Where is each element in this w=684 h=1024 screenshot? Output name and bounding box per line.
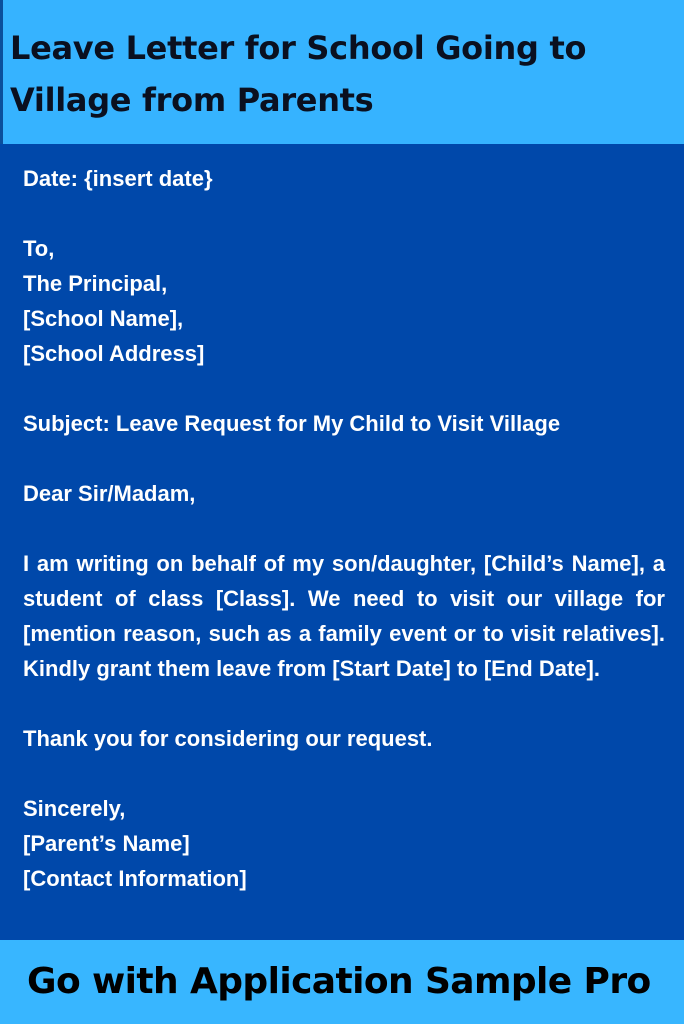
- letter-paragraph: I am writing on behalf of my son/daughter, [Child’s Name], a student of class [Class]. We need to visit our village for [mention reason, such as a family event or to visit relatives]. Kindly grant them leave from [Start Date] to [End Date].: [23, 551, 665, 681]
- spacer: [23, 441, 665, 476]
- letter-recipient: The Principal,: [23, 271, 168, 296]
- spacer: [23, 756, 665, 791]
- letter-parent-name: [Parent’s Name]: [23, 831, 190, 856]
- footer-banner: [0, 940, 684, 1024]
- letter-contact: [Contact Information]: [23, 866, 247, 891]
- spacer: [23, 196, 665, 231]
- spacer: [23, 686, 665, 721]
- page-title: Leave Letter for School Going to Village from Parents: [10, 29, 587, 119]
- letter-date: Date: {insert date}: [23, 166, 213, 191]
- letter-closing: Sincerely,: [23, 796, 126, 821]
- letter-thanks: Thank you for considering our request.: [23, 726, 433, 751]
- header-banner: [0, 0, 684, 144]
- letter-school-address: [School Address]: [23, 341, 205, 366]
- letter-salutation: Dear Sir/Madam,: [23, 481, 196, 506]
- letter-subject: Subject: Leave Request for My Child to Visit Village: [23, 411, 561, 436]
- footer-text: Go with Application Sample Pro: [27, 961, 651, 1002]
- letter-body: [23, 161, 665, 896]
- spacer: [23, 371, 665, 406]
- spacer: [23, 511, 665, 546]
- letter-school-name: [School Name],: [23, 306, 184, 331]
- letter-to: To,: [23, 236, 55, 261]
